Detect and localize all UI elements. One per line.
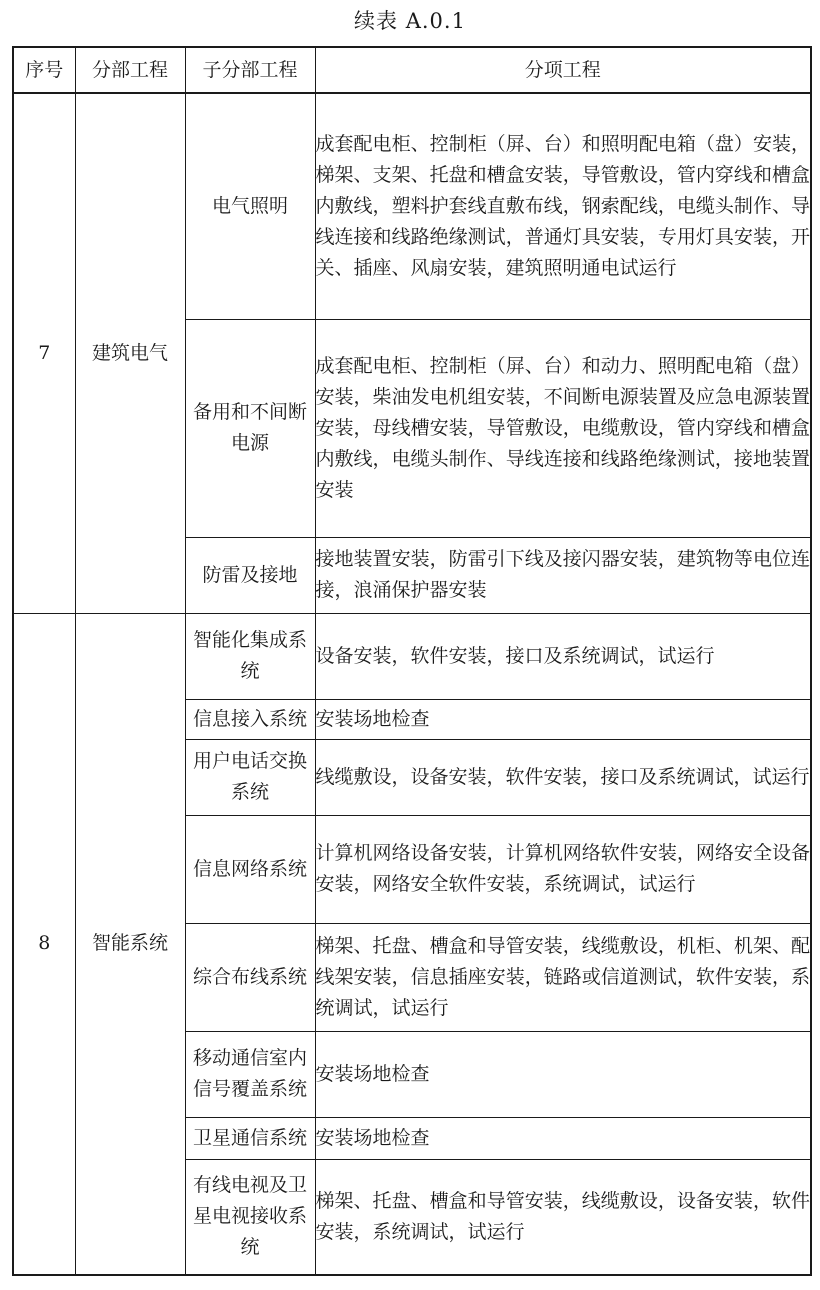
subdivision-name: 智能化集成系统: [185, 613, 315, 699]
subdivision-name: 有线电视及卫星电视接收系统: [185, 1159, 315, 1275]
item-list: 接地装置安装，防雷引下线及接闪器安装，建筑物等电位连接，浪涌保护器安装: [315, 537, 811, 613]
subdivision-name: 信息接入系统: [185, 699, 315, 739]
item-list: 设备安装，软件安装，接口及系统调试，试运行: [315, 613, 811, 699]
division-name: 建筑电气: [75, 93, 185, 613]
subdivision-name: 电气照明: [185, 93, 315, 319]
item-list: 线缆敷设，设备安装，软件安装，接口及系统调试，试运行: [315, 739, 811, 815]
header-items: 分项工程: [315, 47, 811, 93]
item-list: 计算机网络设备安装，计算机网络软件安装，网络安全设备安装，网络安全软件安装，系统调试，试运行: [315, 815, 811, 923]
division-table: [12, 46, 812, 1276]
header-subdivision: 子分部工程: [185, 47, 315, 93]
item-list: 成套配电柜、控制柜（屏、台）和照明配电箱（盘）安装，梯架、支架、托盘和槽盒安装，导管敷设，管内穿线和槽盒内敷线，塑料护套线直敷布线，钢索配线，电缆头制作、导线连接和线路绝缘测试，普通灯具安装，专用灯具安装，开关、插座、风扇安装，建筑照明通电试运行: [315, 93, 811, 319]
header-row: [13, 47, 811, 93]
table-row: [13, 93, 811, 319]
header-division: 分部工程: [75, 47, 185, 93]
subdivision-name: 防雷及接地: [185, 537, 315, 613]
row-number: 8: [13, 613, 75, 1275]
subdivision-name: 综合布线系统: [185, 923, 315, 1031]
row-number: 7: [13, 93, 75, 613]
subdivision-name: 移动通信室内信号覆盖系统: [185, 1031, 315, 1117]
subdivision-name: 用户电话交换系统: [185, 739, 315, 815]
item-list: 梯架、托盘、槽盒和导管安装，线缆敷设，设备安装，软件安装，系统调试，试运行: [315, 1159, 811, 1275]
table-row: [13, 613, 811, 699]
table-caption: 续表 A.0.1: [354, 9, 466, 33]
item-list: 安装场地检查: [315, 1031, 811, 1117]
item-list: 梯架、托盘、槽盒和导管安装，线缆敷设，机柜、机架、配线架安装，信息插座安装，链路或信道测试，软件安装，系统调试，试运行: [315, 923, 811, 1031]
item-list: 安装场地检查: [315, 1117, 811, 1159]
item-list: 安装场地检查: [315, 699, 811, 739]
division-name: 智能系统: [75, 613, 185, 1275]
item-list: 成套配电柜、控制柜（屏、台）和动力、照明配电箱（盘）安装，柴油发电机组安装，不间断电源装置及应急电源装置安装，母线槽安装，导管敷设，电缆敷设，管内穿线和槽盒内敷线，电缆头制作、导线连接和线路绝缘测试，接地装置安装: [315, 319, 811, 537]
subdivision-name: 卫星通信系统: [185, 1117, 315, 1159]
subdivision-name: 备用和不间断电源: [185, 319, 315, 537]
header-no: 序号: [13, 47, 75, 93]
subdivision-name: 信息网络系统: [185, 815, 315, 923]
